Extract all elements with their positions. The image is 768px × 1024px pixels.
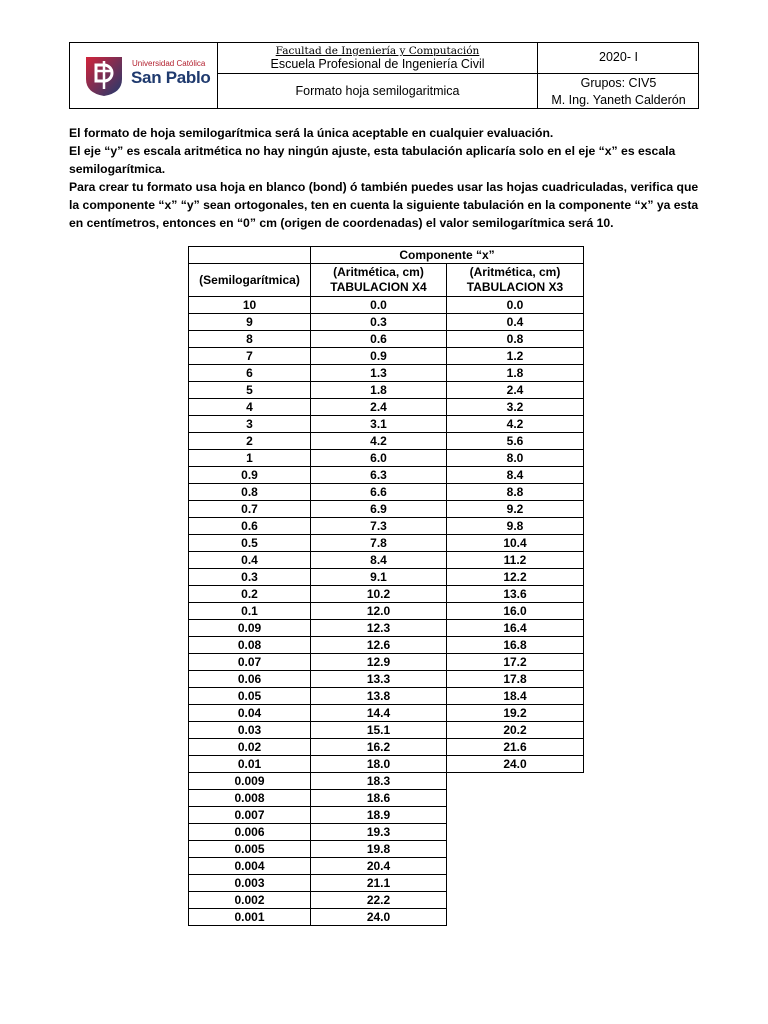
x4-value-cell: 0.3 [311, 314, 447, 331]
table-row [189, 467, 584, 484]
x3-value-cell: 21.6 [447, 739, 584, 756]
column-header-x4 [311, 264, 447, 297]
x4-value-cell: 18.0 [311, 756, 447, 773]
x3-value-cell: 0.0 [447, 297, 584, 314]
x4-value-cell: 9.1 [311, 569, 447, 586]
table-row [189, 297, 584, 314]
semilog-value-cell: 6 [189, 365, 311, 382]
column-header-x3-unit: (Aritmética, cm) [469, 265, 561, 279]
semilog-value-cell: 0.8 [189, 484, 311, 501]
table-row [189, 501, 584, 518]
x4-value-cell: 0.6 [311, 331, 447, 348]
x4-value-cell: 1.8 [311, 382, 447, 399]
table-row [189, 484, 584, 501]
format-title: Formato hoja semilogaritmica [295, 84, 460, 98]
semilog-value-cell: 5 [189, 382, 311, 399]
semilog-value-cell: 0.1 [189, 603, 311, 620]
table-row [189, 739, 584, 756]
semilog-value-cell: 0.6 [189, 518, 311, 535]
x4-value-cell: 1.3 [311, 365, 447, 382]
table-empty-cell [447, 807, 584, 824]
semilog-value-cell: 0.02 [189, 739, 311, 756]
table-row [189, 382, 584, 399]
semilog-value-cell: 0.06 [189, 671, 311, 688]
x4-value-cell: 4.2 [311, 433, 447, 450]
university-crest-icon [82, 53, 126, 97]
x3-value-cell: 20.2 [447, 722, 584, 739]
table-row [189, 722, 584, 739]
x4-value-cell: 19.8 [311, 841, 447, 858]
column-header-x3 [447, 264, 584, 297]
x4-value-cell: 12.3 [311, 620, 447, 637]
table-row [189, 433, 584, 450]
table-empty-cell [447, 892, 584, 909]
x4-value-cell: 16.2 [311, 739, 447, 756]
faculty-name: Facultad de Ingeniería y Computación [275, 45, 480, 57]
table-row [189, 841, 584, 858]
table-empty-cell [447, 790, 584, 807]
x4-value-cell: 12.0 [311, 603, 447, 620]
semilog-value-cell: 9 [189, 314, 311, 331]
x4-value-cell: 0.0 [311, 297, 447, 314]
semilog-value-cell: 0.3 [189, 569, 311, 586]
table-row [189, 399, 584, 416]
x4-value-cell: 6.0 [311, 450, 447, 467]
document-header [69, 42, 699, 109]
table-row [189, 365, 584, 382]
x3-value-cell: 19.2 [447, 705, 584, 722]
logo-university-name: San Pablo [131, 68, 211, 87]
instructions [69, 124, 709, 232]
component-x-header: Componente “x” [311, 247, 584, 264]
table-empty-cell [447, 875, 584, 892]
x3-value-cell: 17.8 [447, 671, 584, 688]
x3-value-cell: 5.6 [447, 433, 584, 450]
table-header-spacer [189, 247, 311, 264]
x3-value-cell: 8.8 [447, 484, 584, 501]
groups-label: Grupos: CIV5 [580, 76, 657, 90]
x3-value-cell: 24.0 [447, 756, 584, 773]
semilog-value-cell: 3 [189, 416, 311, 433]
semilog-value-cell: 0.005 [189, 841, 311, 858]
table-body [189, 297, 584, 926]
table-row [189, 773, 584, 790]
x4-value-cell: 24.0 [311, 909, 447, 926]
x3-value-cell: 10.4 [447, 535, 584, 552]
x3-value-cell: 9.8 [447, 518, 584, 535]
table-row [189, 637, 584, 654]
x4-value-cell: 19.3 [311, 824, 447, 841]
table-empty-cell [447, 824, 584, 841]
x4-value-cell: 7.8 [311, 535, 447, 552]
table-row [189, 688, 584, 705]
table-row [189, 620, 584, 637]
x4-value-cell: 20.4 [311, 858, 447, 875]
semilog-value-cell: 0.9 [189, 467, 311, 484]
x3-value-cell: 18.4 [447, 688, 584, 705]
x4-value-cell: 10.2 [311, 586, 447, 603]
instruction-paragraph: El eje “y” es escala aritmética no hay ningún ajuste, esta tabulación aplicaría solo en el eje “x” es escala semilogarítmica. [69, 144, 676, 176]
x3-value-cell: 8.4 [447, 467, 584, 484]
column-header-semilog: (Semilogarítmica) [189, 264, 311, 297]
x4-value-cell: 14.4 [311, 705, 447, 722]
semilog-value-cell: 0.08 [189, 637, 311, 654]
logo-university-label: Universidad Católica [132, 59, 206, 68]
table-row [189, 348, 584, 365]
table-row [189, 450, 584, 467]
x3-value-cell: 17.2 [447, 654, 584, 671]
table-row [189, 756, 584, 773]
semilog-value-cell: 2 [189, 433, 311, 450]
x4-value-cell: 6.6 [311, 484, 447, 501]
table-row [189, 603, 584, 620]
x4-value-cell: 22.2 [311, 892, 447, 909]
semilog-value-cell: 0.09 [189, 620, 311, 637]
x3-value-cell: 13.6 [447, 586, 584, 603]
table-empty-cell [447, 858, 584, 875]
x4-value-cell: 0.9 [311, 348, 447, 365]
semilog-value-cell: 0.006 [189, 824, 311, 841]
table-row [189, 314, 584, 331]
table-row [189, 416, 584, 433]
x4-value-cell: 7.3 [311, 518, 447, 535]
x3-value-cell: 2.4 [447, 382, 584, 399]
x4-value-cell: 18.9 [311, 807, 447, 824]
x4-value-cell: 13.3 [311, 671, 447, 688]
x3-value-cell: 0.8 [447, 331, 584, 348]
column-header-x3-title: TABULACION X3 [466, 280, 564, 294]
column-header-x4-title: TABULACION X4 [330, 280, 427, 294]
table-row [189, 807, 584, 824]
x4-value-cell: 13.8 [311, 688, 447, 705]
column-header-x4-unit: (Aritmética, cm) [333, 265, 424, 279]
semilog-value-cell: 0.008 [189, 790, 311, 807]
table-row [189, 535, 584, 552]
x3-value-cell: 4.2 [447, 416, 584, 433]
x4-value-cell: 12.6 [311, 637, 447, 654]
semilog-value-cell: 0.03 [189, 722, 311, 739]
school-name: Escuela Profesional de Ingeniería Civil [270, 57, 485, 71]
semilog-value-cell: 0.05 [189, 688, 311, 705]
table-row [189, 790, 584, 807]
academic-year: 2020- I [599, 50, 638, 64]
semilog-value-cell: 4 [189, 399, 311, 416]
semilog-value-cell: 8 [189, 331, 311, 348]
semilog-value-cell: 0.01 [189, 756, 311, 773]
semilog-value-cell: 0.004 [189, 858, 311, 875]
semilog-value-cell: 0.04 [189, 705, 311, 722]
x3-value-cell: 11.2 [447, 552, 584, 569]
semilog-value-cell: 0.009 [189, 773, 311, 790]
table-empty-cell [447, 909, 584, 926]
table-row [189, 569, 584, 586]
semilog-tabulation-table [188, 246, 584, 926]
table-row [189, 331, 584, 348]
semilog-value-cell: 10 [189, 297, 311, 314]
x4-value-cell: 18.3 [311, 773, 447, 790]
table-row [189, 858, 584, 875]
x3-value-cell: 9.2 [447, 501, 584, 518]
x4-value-cell: 18.6 [311, 790, 447, 807]
table-row [189, 875, 584, 892]
semilog-value-cell: 0.5 [189, 535, 311, 552]
table-empty-cell [447, 841, 584, 858]
x3-value-cell: 1.2 [447, 348, 584, 365]
x4-value-cell: 8.4 [311, 552, 447, 569]
table-row [189, 824, 584, 841]
x3-value-cell: 3.2 [447, 399, 584, 416]
table-row [189, 586, 584, 603]
table-row [189, 552, 584, 569]
header-divider [218, 73, 698, 74]
semilog-value-cell: 0.07 [189, 654, 311, 671]
semilog-value-cell: 0.001 [189, 909, 311, 926]
table-row [189, 518, 584, 535]
x3-value-cell: 8.0 [447, 450, 584, 467]
x3-value-cell: 16.0 [447, 603, 584, 620]
professor-name: M. Ing. Yaneth Calderón [551, 93, 686, 107]
semilog-value-cell: 0.003 [189, 875, 311, 892]
x3-value-cell: 12.2 [447, 569, 584, 586]
x4-value-cell: 6.3 [311, 467, 447, 484]
semilog-value-cell: 0.007 [189, 807, 311, 824]
x3-value-cell: 0.4 [447, 314, 584, 331]
semilog-value-cell: 0.7 [189, 501, 311, 518]
semilog-value-cell: 0.4 [189, 552, 311, 569]
table-row [189, 671, 584, 688]
table-row [189, 654, 584, 671]
table-row [189, 705, 584, 722]
x4-value-cell: 15.1 [311, 722, 447, 739]
table-row [189, 892, 584, 909]
x3-value-cell: 1.8 [447, 365, 584, 382]
table-empty-cell [447, 773, 584, 790]
x4-value-cell: 3.1 [311, 416, 447, 433]
x4-value-cell: 6.9 [311, 501, 447, 518]
x4-value-cell: 2.4 [311, 399, 447, 416]
semilog-value-cell: 0.002 [189, 892, 311, 909]
table-row [189, 909, 584, 926]
instruction-paragraph: Para crear tu formato usa hoja en blanco (bond) ó también puedes usar las hojas cuadriculadas, verifica que la componente “x” “y” sean ortogonales, ten en cuenta la siguiente tabulación en la componente “x” ya esta en centímetros, entonces en “0” cm (origen de coordenadas) el valor semilogarítmica será 10. [69, 180, 699, 230]
x4-value-cell: 12.9 [311, 654, 447, 671]
university-logo [82, 51, 212, 101]
x3-value-cell: 16.8 [447, 637, 584, 654]
x4-value-cell: 21.1 [311, 875, 447, 892]
x3-value-cell: 16.4 [447, 620, 584, 637]
semilog-value-cell: 0.2 [189, 586, 311, 603]
semilog-value-cell: 7 [189, 348, 311, 365]
semilog-value-cell: 1 [189, 450, 311, 467]
instruction-paragraph: El formato de hoja semilogarítmica será la única aceptable en cualquier evaluación. [69, 126, 554, 140]
